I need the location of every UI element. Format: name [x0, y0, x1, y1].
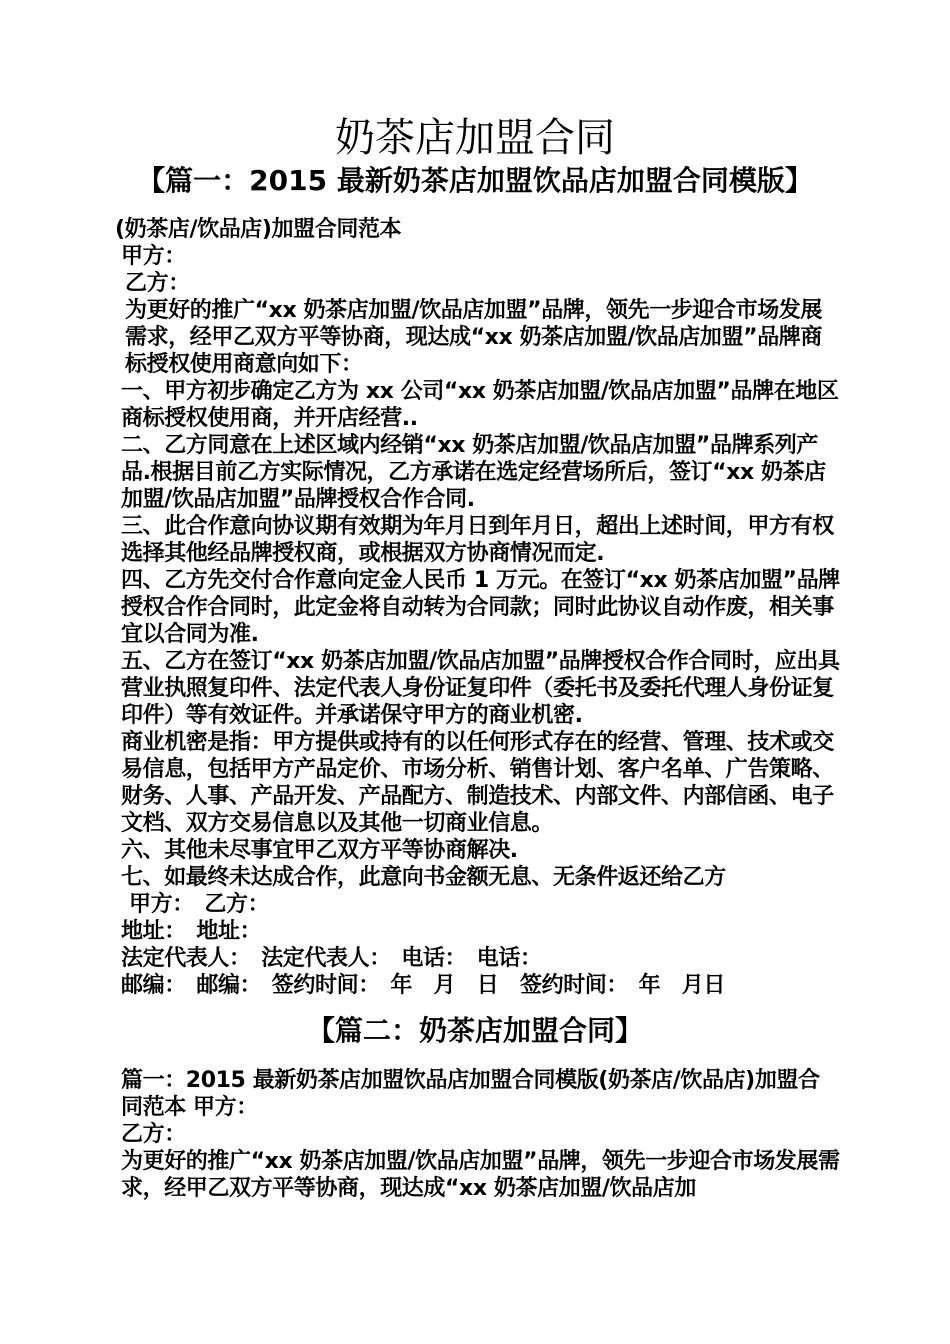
intro-paragraph: 为更好的推广“xx 奶茶店加盟/饮品店加盟”品牌，领先一步迎合市场发展需求，经甲乙双方平等协商，现达成“xx 奶茶店加盟/饮品店加盟”品牌商标授权使用商意向如下： [125, 298, 822, 377]
signature-zip-date: 邮编： 邮编： 签约时间： 年 月 日 签约时间： 年 月日 [121, 973, 726, 998]
clause-3: 三、此合作意向协议期有效期为年月日到年月日，超出上述时间，甲方有权选择其他经品牌授权商，或根据双方协商情况而定. [121, 514, 834, 566]
section-two-intro: 为更好的推广“xx 奶茶店加盟/饮品店加盟”品牌，领先一步迎合市场发展需求，经甲乙双方平等协商，现达成“xx 奶茶店加盟/饮品店加 [121, 1149, 840, 1201]
clause-1: 一、甲方初步确定乙方为 xx 公司“xx 奶茶店加盟/饮品店加盟”品牌在地区商标授权使用商，并开店经营.. [121, 379, 839, 431]
clause-5: 五、乙方在签订“xx 奶茶店加盟/饮品店加盟”品牌授权合作合同时，应出具营业执照复印件、法定代表人身份证复印件（委托书及委托代理人身份证复印件）等有效证件。并承诺保守甲方的商业机密. [121, 649, 840, 728]
clause-2: 二、乙方同意在上述区域内经销“xx 奶茶店加盟/饮品店加盟”品牌系列产品.根据目前乙方实际情况，乙方承诺在选定经营场所后，签订“xx 奶茶店加盟/饮品店加盟”品牌授权合作合同. [121, 433, 826, 512]
clause-6: 六、其他未尽事宜甲乙双方平等协商解决. [121, 838, 518, 863]
section-two-body [115, 1067, 840, 1202]
signature-parties: 甲方： 乙方： [129, 892, 270, 917]
document-title: 奶茶店加盟合同 [335, 115, 615, 161]
clause-4: 四、乙方先交付合作意向定金人民币 1 万元。在签订“xx 奶茶店加盟”品牌授权合作合同时，此定金将自动转为合同款；同时此协议自动作废，相关事宜以合同为准. [121, 568, 840, 647]
section-two-title: 【篇二：奶茶店加盟合同】 [306, 1014, 643, 1047]
section-one-heading: (奶茶店/饮品店)加盟合同范本 [115, 217, 402, 242]
trade-secret-definition: 商业机密是指：甲方提供或持有的以任何形式存在的经营、管理、技术或交易信息，包括甲方产品定价、市场分析、销售计划、客户名单、广告策略、财务、人事、产品开发、产品配方、制造技术、内部文件、内部信函、电子文档、双方交易信息以及其他一切商业信息。 [121, 730, 834, 836]
signature-representative-phone: 法定代表人： 法定代表人： 电话： 电话： [121, 946, 542, 971]
section-one-body [115, 216, 840, 999]
party-b-line: 乙方： [125, 271, 190, 296]
section-two-line-1: 篇一：2015 最新奶茶店加盟饮品店加盟合同模版(奶茶店/饮品店)加盟合同范本 甲方： [121, 1068, 820, 1120]
party-a-line: 甲方： [121, 244, 186, 269]
signature-address: 地址： 地址： [121, 919, 262, 944]
document-subtitle: 【篇一：2015 最新奶茶店加盟饮品店加盟合同模版】 [137, 164, 813, 197]
section-two-party-b: 乙方： [121, 1122, 186, 1147]
clause-7: 七、如最终未达成合作，此意向书金额无息、无条件返还给乙方 [121, 865, 726, 890]
